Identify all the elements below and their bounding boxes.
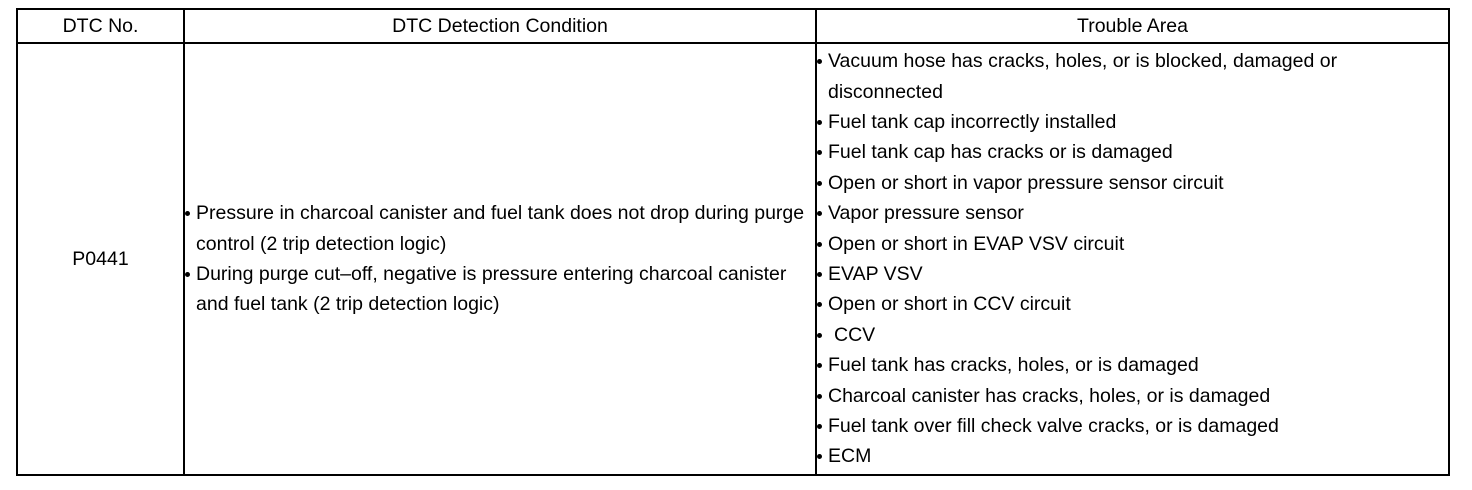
detection-condition-cell bbox=[184, 43, 816, 475]
header-detection-condition: DTC Detection Condition bbox=[184, 9, 816, 43]
list-item: Fuel tank cap has cracks or is damaged bbox=[817, 137, 1448, 167]
list-item: EVAP VSV bbox=[817, 259, 1448, 289]
dtc-code-cell: P0441 bbox=[17, 43, 184, 475]
list-item: ECM bbox=[817, 441, 1448, 471]
header-trouble-area: Trouble Area bbox=[816, 9, 1449, 43]
condition-list bbox=[185, 198, 815, 320]
header-dtc-no: DTC No. bbox=[17, 9, 184, 43]
list-item: Fuel tank has cracks, holes, or is damaged bbox=[817, 350, 1448, 380]
list-item: Vacuum hose has cracks, holes, or is blocked, damaged or disconnected bbox=[817, 46, 1448, 107]
list-item: CCV bbox=[817, 320, 1448, 350]
list-item: Open or short in vapor pressure sensor circuit bbox=[817, 168, 1448, 198]
table-row bbox=[17, 43, 1449, 475]
list-item: Open or short in EVAP VSV circuit bbox=[817, 229, 1448, 259]
dtc-table bbox=[16, 8, 1450, 476]
trouble-area-list bbox=[817, 46, 1448, 472]
list-item: During purge cut–off, negative is pressure entering charcoal canister and fuel tank (2 trip detection logic) bbox=[185, 259, 815, 320]
list-item: Fuel tank cap incorrectly installed bbox=[817, 107, 1448, 137]
trouble-area-cell bbox=[816, 43, 1449, 475]
header-row bbox=[17, 9, 1449, 43]
list-item: Vapor pressure sensor bbox=[817, 198, 1448, 228]
list-item: Pressure in charcoal canister and fuel tank does not drop during purge control (2 trip detection logic) bbox=[185, 198, 815, 259]
list-item: Open or short in CCV circuit bbox=[817, 289, 1448, 319]
list-item: Charcoal canister has cracks, holes, or is damaged bbox=[817, 381, 1448, 411]
list-item: Fuel tank over fill check valve cracks, or is damaged bbox=[817, 411, 1448, 441]
